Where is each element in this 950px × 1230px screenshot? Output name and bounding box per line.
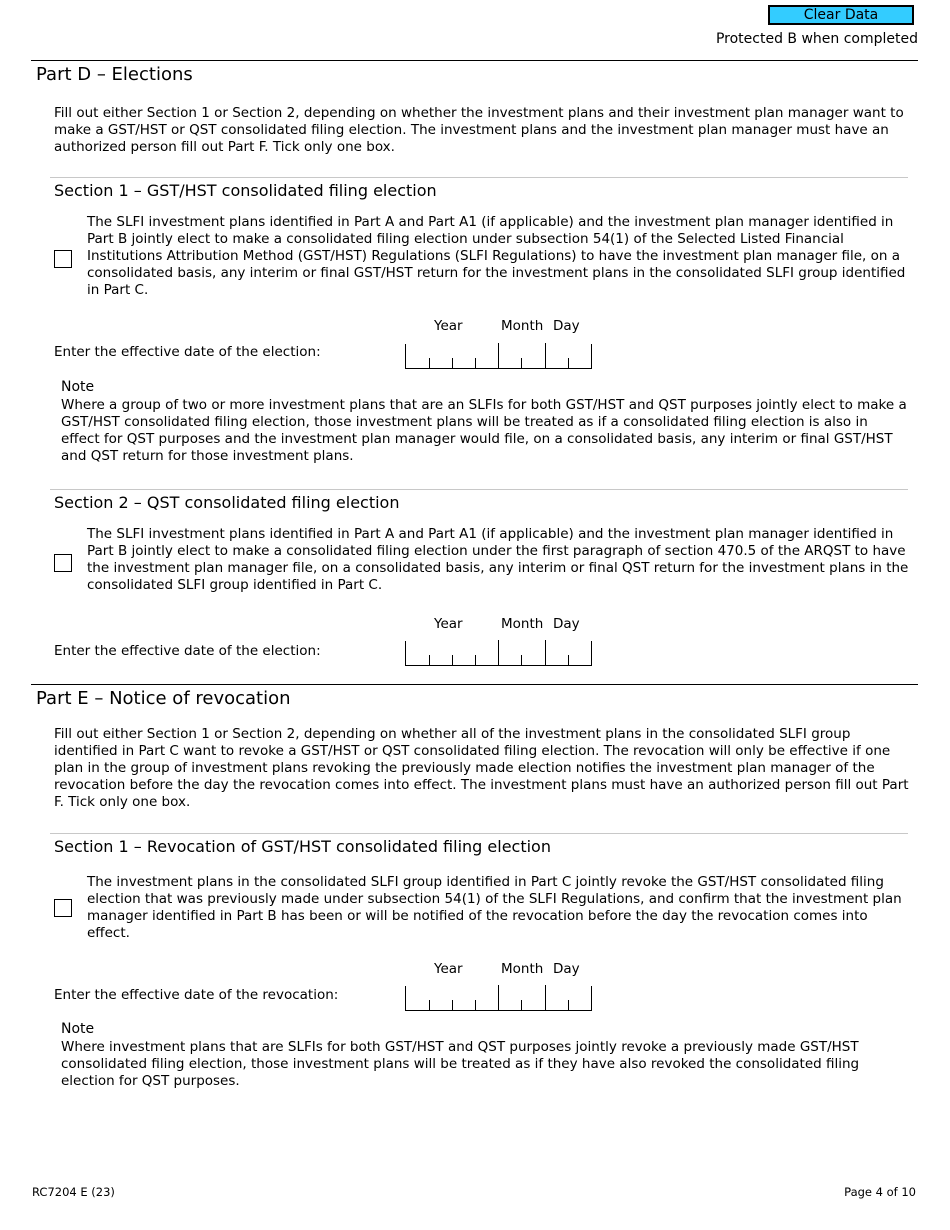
- part-d-title: Part D – Elections: [36, 64, 193, 85]
- month-header: Month: [501, 616, 544, 632]
- part-d-intro: Fill out either Section 1 or Section 2, depending on whether the investment plans and their investment plan manager want to make a GST/HST or QST consolidated filing election. The investment plans and the investment plan manager must have an authorized person fill out Part F. Tick only one box.: [54, 105, 904, 155]
- part-d-section2-title: Section 2 – QST consolidated filing election: [54, 493, 400, 512]
- part-e-divider: [31, 684, 918, 685]
- revocation-date-label: Enter the effective date of the revocation:: [54, 987, 339, 1003]
- day-header: Day: [553, 616, 580, 632]
- revocation-date-input[interactable]: [405, 986, 592, 1011]
- qst-election-date-input[interactable]: [405, 641, 592, 666]
- month-header: Month: [501, 961, 544, 977]
- month-header: Month: [501, 318, 544, 334]
- part-e-intro: Fill out either Section 1 or Section 2, depending on whether all of the investment plans in the consolidated SLFI group identified in Part C want to revoke a GST/HST or QST consolidated filing election. The revocation will only be effective if one plan in the group of investment plans revoking the previously made election notifies the investment plan manager of the revocation before the day the revocation comes into effect. The investment plans must have an authorized person fill out Part F. Tick only one box.: [54, 726, 909, 810]
- qst-election-checkbox[interactable]: [54, 554, 72, 572]
- part-d-section1-statement: The SLFI investment plans identified in Part A and Part A1 (if applicable) and the investment plan manager identified in Part B jointly elect to make a consolidated filing election under subsection 54(1) of the Selected Listed Financial Institutions Attribution Method (GST/HST) Regulations (SLFI Regulations) to have the investment plan manager file, on a consolidated basis, any interim or final GST/HST return for the investment plans in the consolidated SLFI group identified in Part C.: [87, 214, 906, 298]
- section-divider: [50, 833, 908, 834]
- qst-election-date-label: Enter the effective date of the election:: [54, 643, 321, 659]
- year-header: Year: [434, 961, 463, 977]
- part-e-section1-title: Section 1 – Revocation of GST/HST consolidated filing election: [54, 837, 551, 856]
- day-header: Day: [553, 961, 580, 977]
- election-date-input[interactable]: [405, 344, 592, 369]
- year-header: Year: [434, 616, 463, 632]
- year-header: Year: [434, 318, 463, 334]
- clear-data-button[interactable]: Clear Data: [768, 5, 914, 25]
- election-date-label: Enter the effective date of the election:: [54, 344, 321, 360]
- protected-label: Protected B when completed: [715, 31, 918, 47]
- day-header: Day: [553, 318, 580, 334]
- gst-hst-revocation-checkbox[interactable]: [54, 899, 72, 917]
- note-heading: Note: [61, 379, 95, 395]
- section-divider: [50, 489, 908, 490]
- part-e-title: Part E – Notice of revocation: [36, 688, 291, 709]
- part-d-note: Where a group of two or more investment plans that are an SLFIs for both GST/HST and QST purposes jointly elect to make a GST/HST consolidated filing election, those investment plans will be treated as if a consolidated filing election is also in effect for QST purposes and the investment plan manager would file, on a consolidated basis, any interim or final GST/HST and QST return for those investment plans.: [61, 397, 907, 464]
- gst-hst-election-checkbox[interactable]: [54, 250, 72, 268]
- part-e-section1-statement: The investment plans in the consolidated SLFI group identified in Part C jointly revoke the GST/HST consolidated filing election that was previously made under subsection 54(1) of the SLFI Regulations, and confirm that the investment plan manager identified in Part B has been or will be notified of the revocation before the day the revocation comes into effect.: [87, 874, 902, 941]
- part-d-divider: [31, 60, 918, 61]
- form-code: RC7204 E (23): [32, 1185, 115, 1199]
- part-e-note: Where investment plans that are SLFIs for both GST/HST and QST purposes jointly revoke a previously made GST/HST consolidated filing election, those investment plans will be treated as if they have also revoked the consolidated filing election for QST purposes.: [61, 1039, 860, 1089]
- section-divider: [50, 177, 908, 178]
- part-d-section1-title: Section 1 – GST/HST consolidated filing election: [54, 181, 437, 200]
- part-d-section2-statement: The SLFI investment plans identified in Part A and Part A1 (if applicable) and the investment plan manager identified in Part B jointly elect to make a consolidated filing election under the first paragraph of section 470.5 of the ARQST to have the investment plan manager file, on a consolidated basis, any interim or final QST return for the investment plans in the consolidated SLFI group identified in Part C.: [87, 526, 909, 593]
- note-heading: Note: [61, 1021, 95, 1037]
- page-number: Page 4 of 10: [844, 1185, 916, 1199]
